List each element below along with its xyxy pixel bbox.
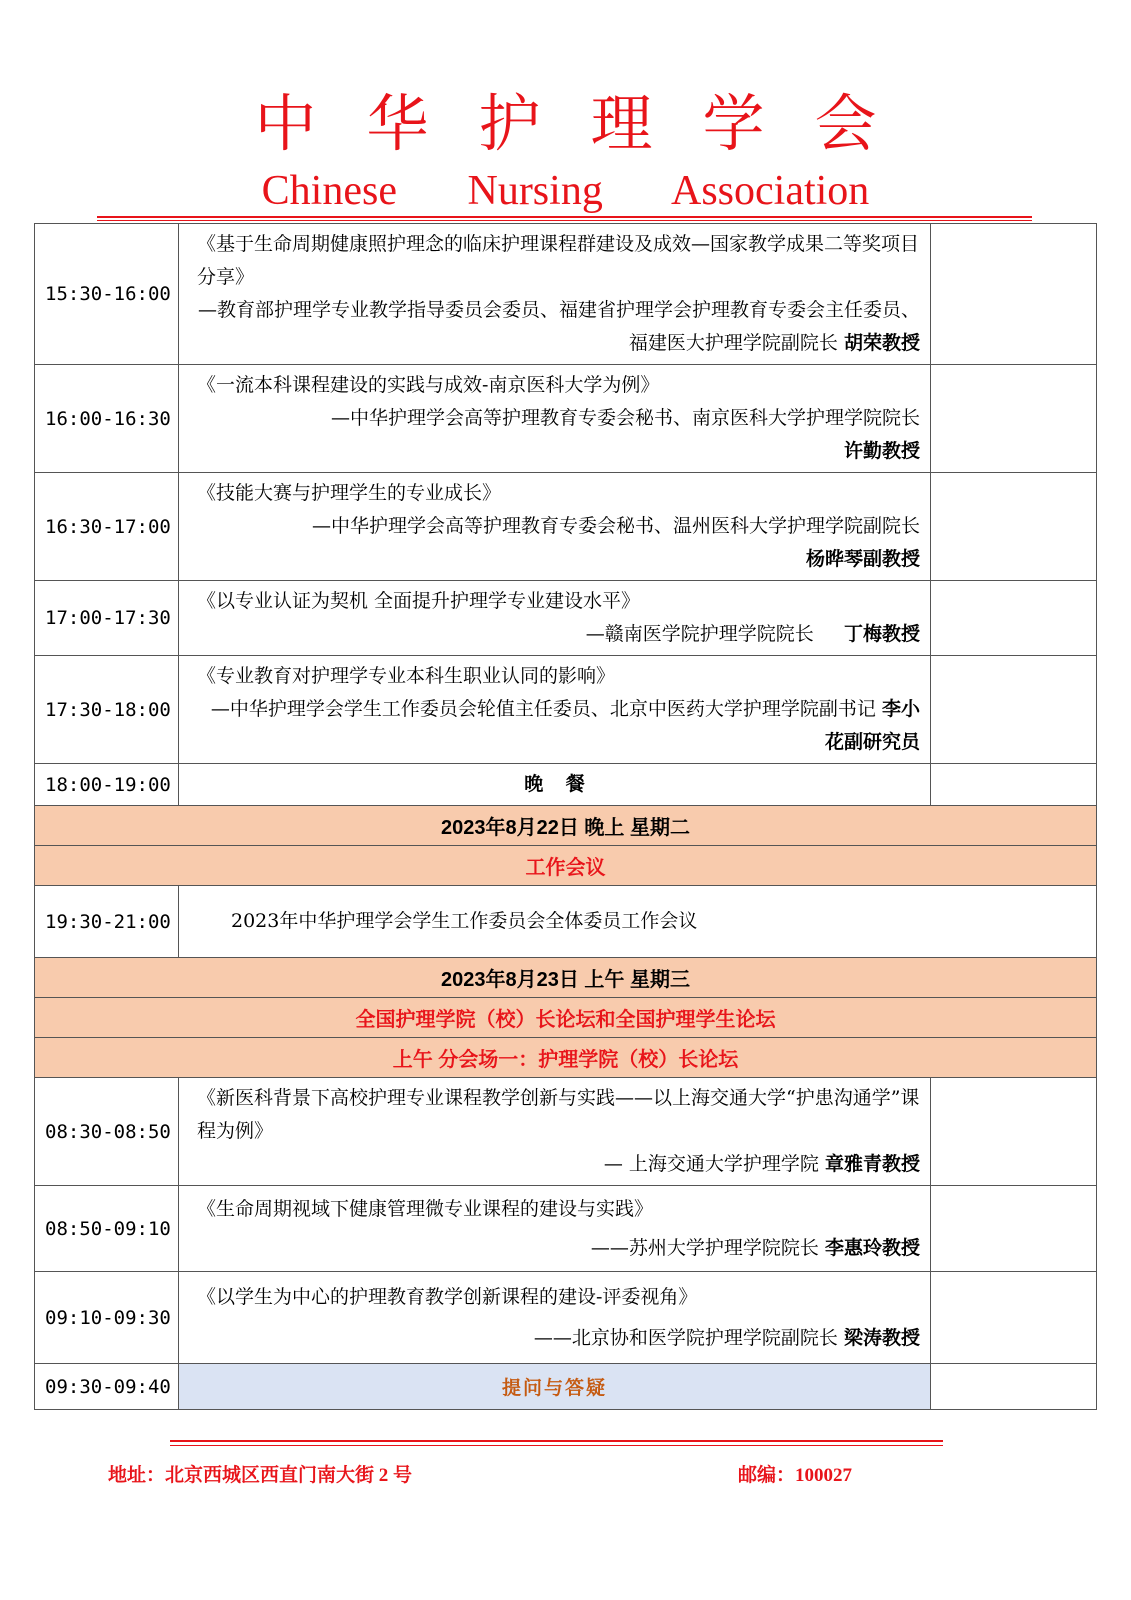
table-row <box>35 473 1097 581</box>
blank-cell <box>931 365 1097 473</box>
session-time: 17:00-17:30 <box>35 581 179 656</box>
session-time: 08:30-08:50 <box>35 1078 179 1186</box>
session-speaker <box>197 1232 920 1265</box>
session-time: 19:30-21:00 <box>35 886 179 958</box>
table-row <box>35 764 1097 806</box>
footer-rule <box>170 1440 943 1442</box>
section-heading: 工作会议 <box>35 846 1097 886</box>
blank-cell <box>931 1186 1097 1272</box>
session-time: 16:30-17:00 <box>35 473 179 581</box>
blank-cell <box>931 581 1097 656</box>
speaker-name: 李惠玲教授 <box>824 1236 920 1259</box>
blank-cell <box>931 1078 1097 1186</box>
session-time: 17:30-18:00 <box>35 656 179 764</box>
table-row <box>35 224 1097 365</box>
footer-rule-thin <box>170 1445 943 1446</box>
schedule-table <box>34 223 1097 1410</box>
session-content <box>179 365 931 473</box>
footer-postcode: 邮编：100027 <box>738 1465 853 1486</box>
table-row <box>35 1078 1097 1186</box>
qa-label: 提问与答疑 <box>179 1364 931 1410</box>
section-band <box>35 1038 1097 1078</box>
speaker-role: — 上海交通大学护理学院 <box>603 1153 819 1175</box>
table-row <box>35 365 1097 473</box>
date-band <box>35 958 1097 998</box>
footer-address: 地址：北京西城区西直门南大街 2 号 <box>108 1465 413 1486</box>
section-band <box>35 998 1097 1038</box>
session-time: 18:00-19:00 <box>35 764 179 806</box>
speaker-name: 章雅青教授 <box>824 1153 920 1175</box>
session-speaker <box>197 294 920 360</box>
session-speaker <box>197 1322 920 1355</box>
speaker-role: ——苏州大学护理学院院长 <box>590 1236 819 1259</box>
speaker-name: 丁梅教授 <box>843 623 920 645</box>
blank-cell <box>931 224 1097 365</box>
session-content <box>179 224 931 365</box>
date-heading: 2023年8月22日 晚上 星期二 <box>35 806 1097 846</box>
speaker-role: —中华护理学会高等护理教育专委会秘书、南京医科大学护理学院院长 <box>330 407 920 429</box>
session-title: 《生命周期视域下健康管理微专业课程的建设与实践》 <box>197 1197 654 1220</box>
session-title: 《一流本科课程建设的实践与成效-南京医科大学为例》 <box>197 374 660 396</box>
session-time: 09:10-09:30 <box>35 1272 179 1364</box>
blank-cell <box>931 1364 1097 1410</box>
blank-cell <box>931 764 1097 806</box>
table-row <box>35 581 1097 656</box>
meeting-title: 2023年中华护理学会学生工作委员会全体委员工作会议 <box>179 886 1097 958</box>
speaker-name: 胡荣教授 <box>843 332 920 354</box>
date-band <box>35 806 1097 846</box>
session-content <box>179 1186 931 1272</box>
org-name-english: Chinese Nursing Association <box>261 168 870 214</box>
speaker-role: —中华护理学会高等护理教育专委会秘书、温州医科大学护理学院副院长 <box>311 515 920 537</box>
blank-cell <box>931 656 1097 764</box>
session-title: 《技能大赛与护理学生的专业成长》 <box>197 482 502 504</box>
session-time: 15:30-16:00 <box>35 224 179 365</box>
session-content <box>179 1272 931 1364</box>
speaker-name: 李小花副研究员 <box>824 698 920 753</box>
session-content <box>179 656 931 764</box>
session-title: 《新医科背景下高校护理专业课程教学创新与实践——以上海交通大学“护患沟通学”课程为例》 <box>197 1087 920 1142</box>
session-content <box>179 1078 931 1186</box>
speaker-role: —中华护理学会学生工作委员会轮值主任委员、北京中医药大学护理学院副书记 <box>210 698 876 720</box>
speaker-role: —教育部护理学专业教学指导委员会委员、福建省护理学会护理教育专委会主任委员、福建医大护理学院副院长 <box>197 299 920 354</box>
speaker-name: 杨晔琴副教授 <box>805 548 920 570</box>
session-time: 16:00-16:30 <box>35 365 179 473</box>
speaker-name: 许勤教授 <box>843 440 920 462</box>
session-time: 09:30-09:40 <box>35 1364 179 1410</box>
date-heading: 2023年8月23日 上午 星期三 <box>35 958 1097 998</box>
forum-heading: 全国护理学院（校）长论坛和全国护理学生论坛 <box>35 998 1097 1038</box>
session-speaker <box>197 618 920 651</box>
speaker-role: ——北京协和医学院护理学院副院长 <box>533 1326 838 1349</box>
session-title: 《以专业认证为契机 全面提升护理学专业建设水平》 <box>197 590 641 612</box>
speaker-role: —赣南医学院护理学院院长 <box>585 623 814 645</box>
header-rule <box>97 216 1032 218</box>
blank-cell <box>931 1272 1097 1364</box>
table-row <box>35 656 1097 764</box>
blank-cell <box>931 473 1097 581</box>
table-row <box>35 886 1097 958</box>
dinner-label: 晚 餐 <box>179 764 931 806</box>
session-title: 《以学生为中心的护理教育教学创新课程的建设-评委视角》 <box>197 1285 698 1308</box>
org-name-chinese: 中华护理学会 <box>254 87 927 160</box>
session-title: 《专业教育对护理学专业本科生职业认同的影响》 <box>197 665 616 687</box>
section-band <box>35 846 1097 886</box>
table-row <box>35 1364 1097 1410</box>
table-row <box>35 1272 1097 1364</box>
session-time: 08:50-09:10 <box>35 1186 179 1272</box>
speaker-name: 梁涛教授 <box>843 1326 920 1349</box>
table-row <box>35 1186 1097 1272</box>
subforum-heading: 上午 分会场一：护理学院（校）长论坛 <box>35 1038 1097 1078</box>
session-title: 《基于生命周期健康照护理念的临床护理课程群建设及成效—国家教学成果二等奖项目分享》 <box>197 233 920 288</box>
session-content <box>179 581 931 656</box>
session-speaker <box>197 1148 920 1181</box>
session-content <box>179 473 931 581</box>
header-rule-thin <box>97 220 1032 221</box>
session-speaker <box>197 693 920 759</box>
